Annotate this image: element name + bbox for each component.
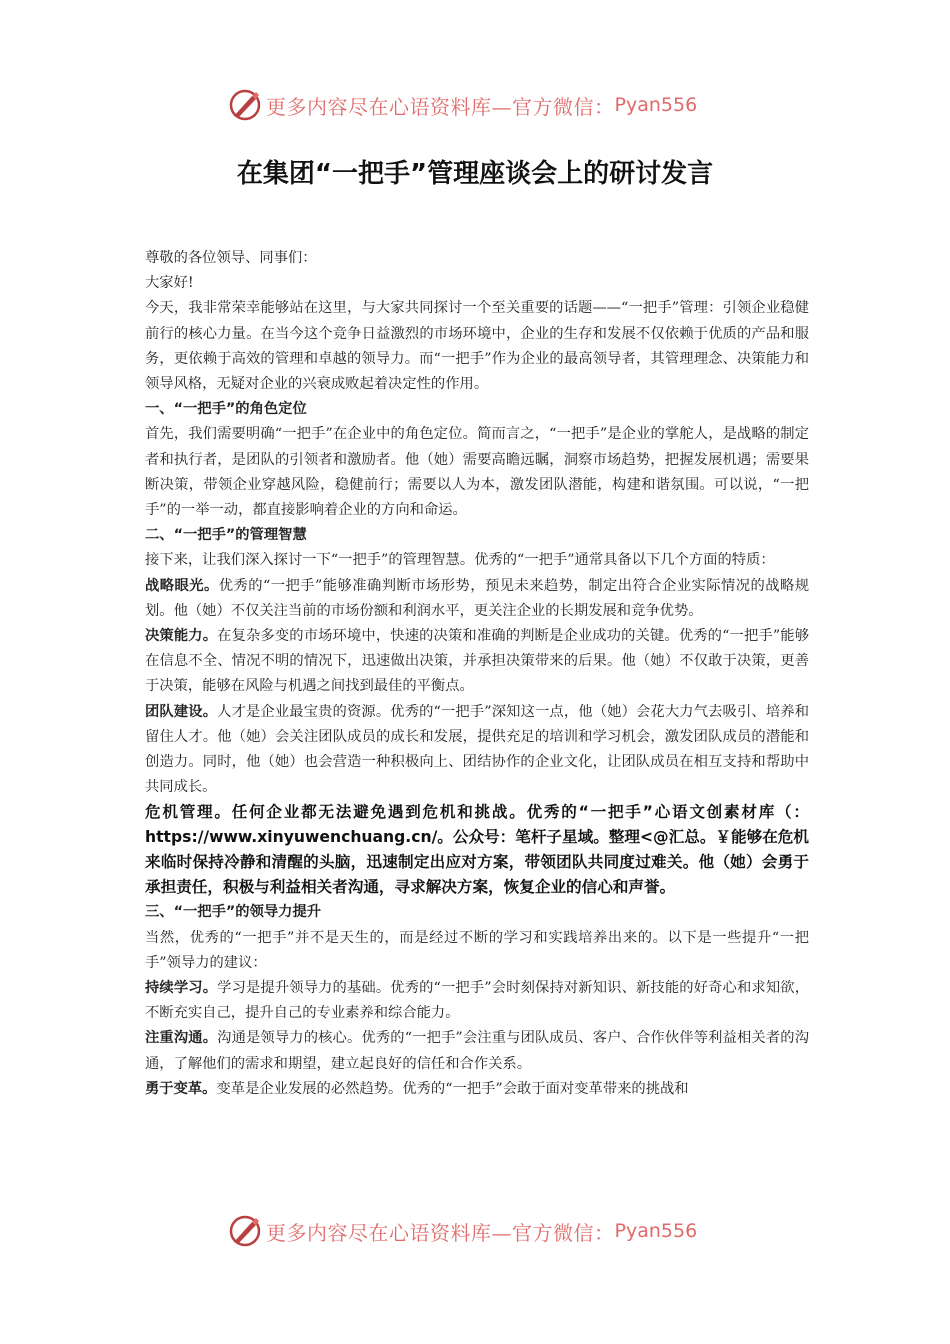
item-text: 优秀的“一把手”能够准确判断市场形势，预见未来趋势，制定出符合企业实际情况的战略规划。他（她）不仅关注当前的市场份额和利润水平，更关注企业的长期发展和竞争优势。 (145, 577, 809, 619)
document-body (145, 246, 809, 1102)
list-item (145, 700, 809, 801)
page-title: 在集团“一把手”管理座谈会上的研讨发言 (236, 159, 714, 189)
item-text: 变革是企业发展的必然趋势。优秀的“一把手”会敢于面对变革带来的挑战和 (216, 1080, 689, 1097)
list-item (145, 1026, 809, 1076)
item-lead: 决策能力。 (145, 628, 218, 645)
crisis-management-paragraph: 危机管理。任何企业都无法避免遇到危机和挑战。优秀的“一把手”心语文创素材库（：https://www.xinyuwenchuang.cn/。公众号：笔杆子星域。整理<@汇总。￥能够在危机来临时保持冷静和清醒的头脑，迅速制定出应对方案，带领团队共同度过难关。他（她）会勇于承担责任，积极与利益相关者沟通，寻求解决方案，恢复企业的信心和声誉。 (145, 803, 809, 897)
section3-intro: 当然，优秀的“一把手”并不是天生的，而是经过不断的学习和实践培养出来的。以下是一些提升“一把手”领导力的建议： (145, 929, 809, 971)
item-text: 在复杂多变的市场环境中，快速的决策和准确的判断是企业成功的关键。优秀的“一把手”能够在信息不全、情况不明的情况下，迅速做出决策，并承担决策带来的后果。他（她）不仅敢于决策，更善于决策，能够在风险与机遇之间找到最佳的平衡点。 (145, 628, 809, 695)
section3-heading: 三、“一把手”的领导力提升 (145, 904, 322, 921)
banner-text: 更多内容尽在心语资料库—官方微信： (266, 1220, 615, 1245)
item-text: 沟通是领导力的核心。优秀的“一把手”会注重与团队成员、客户、合作伙伴等利益相关者的沟通，了解他们的需求和期望，建立起良好的信任和合作关系。 (145, 1030, 809, 1072)
top-watermark-banner (0, 86, 950, 126)
pen-logo-icon (228, 1214, 262, 1248)
list-item (145, 1077, 809, 1102)
item-lead: 团队建设。 (145, 703, 218, 720)
list-item (145, 574, 809, 624)
banner-text: 更多内容尽在心语资料库—官方微信： (266, 94, 615, 119)
banner-wechat-id: Pyan556 (614, 1220, 698, 1242)
list-item (145, 624, 809, 700)
section2-heading: 二、“一把手”的管理智慧 (145, 527, 307, 544)
item-text: 学习是提升领导力的基础。优秀的“一把手”会时刻保持对新知识、新技能的好奇心和求知欲，不断充实自己，提升自己的专业素养和综合能力。 (145, 980, 809, 1022)
item-text: 人才是企业最宝贵的资源。优秀的“一把手”深知这一点，他（她）会花大力气去吸引、培养和留住人才。他（她）会关注团队成员的成长和发展，提供充足的培训和学习机会，激发团队成员的潜能和创造力。同时，他（她）也会营造一种积极向上、团结协作的企业文化，让团队成员在相互支持和帮助中共同成长。 (145, 703, 809, 796)
section2-intro: 接下来，让我们深入探讨一下“一把手”的管理智慧。优秀的“一把手”通常具备以下几个方面的特质： (145, 552, 775, 569)
greeting: 大家好! (145, 275, 194, 292)
section1-heading: 一、“一把手”的角色定位 (145, 401, 307, 418)
list-item (145, 976, 809, 1026)
banner-wechat-id: Pyan556 (614, 94, 698, 116)
intro-paragraph: 今天，我非常荣幸能够站在这里，与大家共同探讨一个至关重要的话题——“一把手”管理：引领企业稳健前行的核心力量。在当今这个竞争日益激烈的市场环境中，企业的生存和发展不仅依赖于优质的产品和服务，更依赖于高效的管理和卓越的领导力。而“一把手”作为企业的最高领导者，其管理理念、决策能力和领导风格，无疑对企业的兴衰成败起着决定性的作用。 (145, 300, 809, 393)
item-lead: 勇于变革。 (145, 1080, 217, 1097)
bottom-watermark-banner (0, 1212, 950, 1252)
item-lead: 战略眼光。 (145, 577, 219, 594)
section1-body: 首先，我们需要明确“一把手”在企业中的角色定位。简而言之，“一把手”是企业的掌舵人，是战略的制定者和执行者，是团队的引领者和激励者。他（她）需要高瞻远瞩，洞察市场趋势，把握发展机遇；需要果断决策，带领企业穿越风险，稳健前行；需要以人为本，激发团队潜能，构建和谐氛围。可以说，“一把手”的一举一动，都直接影响着企业的方向和命运。 (145, 426, 809, 519)
item-lead: 持续学习。 (145, 980, 218, 997)
pen-logo-icon (228, 88, 262, 122)
salutation: 尊敬的各位领导、同事们： (145, 250, 317, 266)
item-lead: 注重沟通。 (145, 1030, 218, 1047)
